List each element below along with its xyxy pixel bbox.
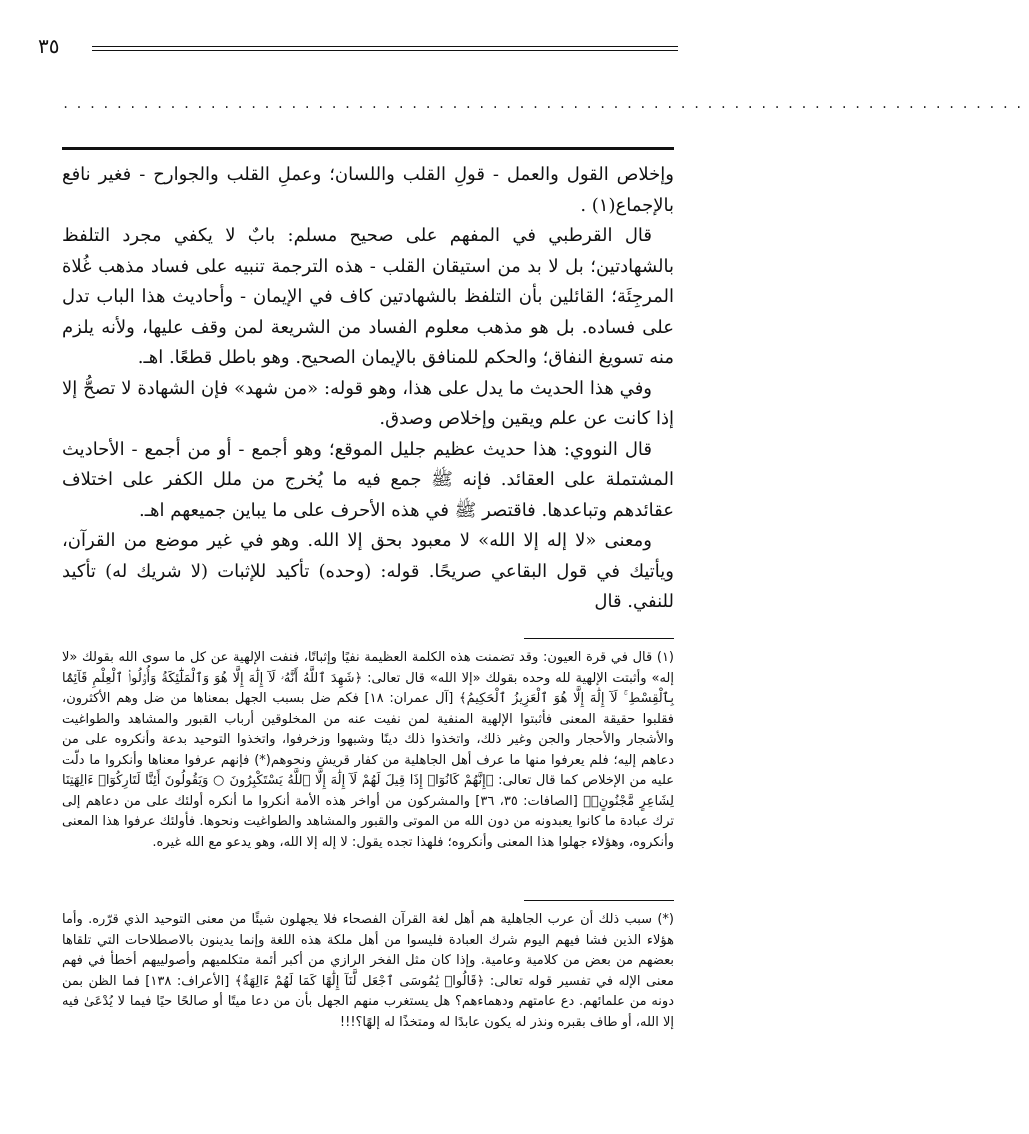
header-double-rule [92, 46, 678, 51]
paragraph: ومعنى «لا إله إلا الله» لا معبود بحق إلا الله. وهو في غير موضع من القرآن، ويأتيك في قول البقاعي صريحًا. قوله: (وحده) تأكيد للإثبات (لا شريك له) تأكيد للنفي. قال [62, 530, 674, 612]
footnote-2 [62, 910, 674, 1033]
footnote-separator [524, 638, 674, 639]
page-number: ٣٥ [38, 34, 60, 58]
footnote-text: (*) سبب ذلك أن عرب الجاهلية هم أهل لغة القرآن الفصحاء فلا يجهلون شيئًا من معنى التوحيد الذي قرّره. وأما هؤلاء الذين فشا فيهم اليوم شرك العبادة فليسوا من أهل ملكة هذه اللغة وإنما يدينون بالاصطلاحات التي تلقاها بعضهم من بعض من كلامية وعامية. وإذا كان مثل الفخر الرازي من أكبر أئمة متكلميهم وأصولييهم أخطأ في فهم معنى الإله في تفسير قوله تعالى: ﴿قَالُوا۟ يَٰمُوسَى ٱجْعَل لَّنَآ إِلَٰهًا كَمَا لَهُمْ ءَالِهَةٌ﴾ [الأعراف: ١٣٨] فما الظن بمن دونه من علمائهم. دع عامتهم ودهماءهم؟ هل يستغرب منهم الجهل بأن من دعا ميتًا أو صالحًا حيًا فيما لا يُدْعَىٰ فيه إلا الله، أو طاف بقبره ونذر له يكون عابدًا له ومتخذًا له إلهًا؟!!! [62, 912, 675, 1030]
paragraph: قال القرطبي في المفهم على صحيح مسلم: بابٌ لا يكفي مجرد التلفظ بالشهادتين؛ بل لا بد من استيقان القلب - هذه الترجمة تنبيه على فساد مذهب غُلاة المرجِئَة؛ القائلين بأن التلفظ بالشهادتين كاف في الإيمان - وأحاديث هذا الباب تدل على فساده. بل هو مذهب معلوم الفساد من الشريعة لمن وقف عليها، ولأنه يلزم منه تسويغ النفاق؛ والحكم للمنافق بالإيمان الصحيح. وهو باطل قطعًا. اهـ. [62, 225, 674, 368]
footnote-text: (١) قال في قرة العيون: وقد تضمنت هذه الكلمة العظيمة نفيًا وإثباتًا، فنفت الإلهية عن كل ما سوى الله بقولك «لا إله» وأثبتت الإلهية لله وحده بقولك «إلا الله» قال تعالى: ﴿شَهِدَ ٱللَّهُ أَنَّهُۥ لَآ إِلَٰهَ إِلَّا هُوَ وَٱلْمَلَٰٓئِكَةُ وَأُو۟لُوا۟ ٱلْعِلْمِ قَآئِمًۢا بِٱلْقِسْطِ ۚ لَآ إِلَٰهَ إِلَّا هُوَ ٱلْعَزِيزُ ٱلْحَكِيمُ﴾ [آل عمران: ١٨] فكم ضل بسبب الجهل بمعناها من ضل وهم الأكثرون، فقلبوا حقيقة المعنى فأثبتوا الإلهية المنفية لمن نفيت عنه من المخلوقين أرباب القبور والمشاهد والطواغيت والأشجار والأحجار والجن وغير ذلك، واتخذوا ذلك دينًا وشبهوا وزخرفوا، واتخذوا التوحيد بدعة وأنكروه على من دعاهم إليه؛ فلم يعرفوا منها ما عرف أهل الجاهلية من كفار قريش ونحوهم(*) فإنهم عرفوا معناها وأنكروا ما دلّت عليه من الإخلاص كما قال تعالى: ﴿إِنَّهُمْ كَانُوٓا۟ إِذَا قِيلَ لَهُمْ لَآ إِلَٰهَ إِلَّا ٱللَّهُ يَسْتَكْبِرُونَ ○ وَيَقُولُونَ أَئِنَّا لَتَارِكُوٓا۟ ءَالِهَتِنَا لِشَاعِرٍ مَّجْنُونٍۭ﴾ [الصافات: ٣٥، ٣٦] والمشركون من أواخر هذه الأمة أنكروا ما أنكره أولئك على من دعاهم إلى ترك عبادة ما كانوا يعبدونه من دون الله من الموتى والقبور والمشاهد والطواغيت ونحوها. فأولئك عرفوا هذا المعنى وأنكروه، وهؤلاء جهلوا هذا المعنى وأنكروه؛ فلهذا تجده يقول: لا إله إلا الله، وهو يدعو مع الله غيره. [62, 650, 674, 850]
paragraph: وفي هذا الحديث ما يدل على هذا، وهو قوله: «من شهد» فإن الشهادة لا تصحُّ إلا إذا كانت عن علم ويقين وإخلاص وصدق. [62, 377, 674, 429]
paragraph: قال النووي: هذا حديث عظيم جليل الموقع؛ وهو أجمع - أو من أجمع - الأحاديث المشتملة على العقائد. فإنه ﷺ جمع فيه ما يُخرج من ملل الكفر على اختلاف عقائدهم وتباعدها. فاقتصر ﷺ في هذه الأحرف على ما يباين جميعهم اهـ. [62, 438, 674, 521]
header-thick-rule [62, 147, 674, 150]
paragraph: وإخلاص القول والعمل - قولِ القلب واللسان؛ وعملِ القلب والجوارح - فغير نافع بالإجماع(١) . [62, 164, 674, 216]
footnote-1 [62, 648, 674, 853]
main-text [62, 160, 674, 618]
dotted-separator: ........................................................................ [62, 97, 1029, 111]
footnote-separator [524, 900, 674, 901]
